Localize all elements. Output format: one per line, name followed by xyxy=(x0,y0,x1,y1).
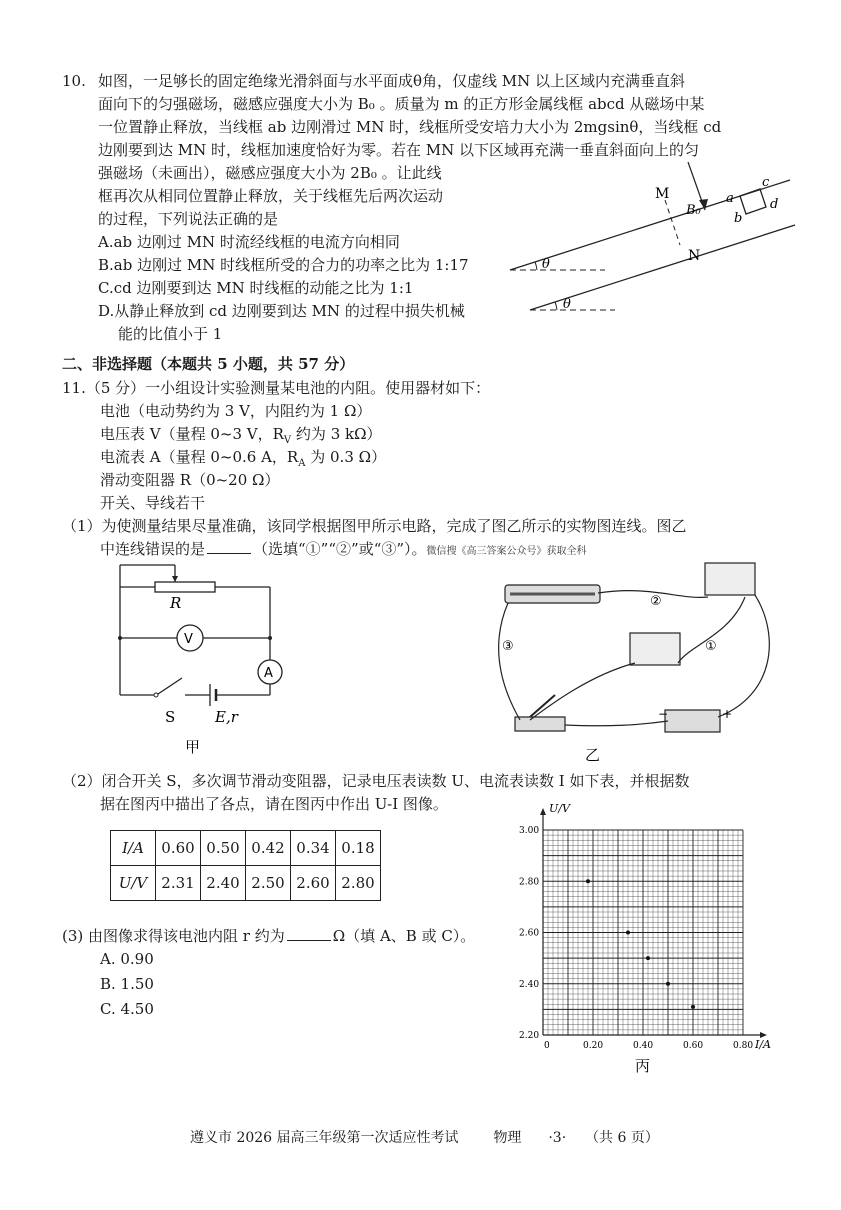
wiring-photo xyxy=(490,555,790,765)
q10-option-a: A.ab 边刚过 MN 时流经线框的电流方向相同 xyxy=(98,233,400,251)
wire-3 xyxy=(499,603,520,720)
chart-x-label: I/A xyxy=(755,1038,771,1051)
circuit-diagram xyxy=(110,560,290,760)
q11-part2-line1: （2）闭合开关 S，多次调节滑动变阻器，记录电压表读数 U、电流表读数 I 如下表，并根据数 xyxy=(62,772,690,790)
rheostat-symbol xyxy=(155,582,215,592)
table-cell: 0.50 xyxy=(201,831,246,866)
y-tick-label: 2.80 xyxy=(519,877,540,888)
x-tick-label: 0.60 xyxy=(683,1041,704,1051)
theta-arc-2 xyxy=(555,302,557,310)
table-row xyxy=(111,831,381,866)
label-s: S xyxy=(165,708,176,726)
q10-option-b: B.ab 边刚过 MN 时线框所受的合力的功率之比为 1:17 xyxy=(98,256,469,274)
y-tick-label: 2.20 xyxy=(519,1031,540,1041)
section-2-title: 二、非选择题（本题共 5 小题，共 57 分） xyxy=(62,355,355,373)
table-cell: 0.42 xyxy=(246,831,291,866)
label-b: b xyxy=(734,211,743,226)
footer-subject: 物理 xyxy=(493,1130,522,1146)
chart-points xyxy=(586,879,695,1009)
table-cell: 2.31 xyxy=(156,866,201,901)
label-m: M xyxy=(655,186,670,202)
label-r: R xyxy=(170,594,182,612)
q10-line-2: 面向下的匀强磁场，磁感应强度大小为 B₀ 。质量为 m 的正方形金属线框 abcd 从磁场中某 xyxy=(98,95,705,113)
label-theta-1: θ xyxy=(542,257,550,272)
label-wire-2: ② xyxy=(650,594,662,609)
q11-part1-line1: （1）为使测量结果尽量准确，该同学根据图甲所示电路，完成了图乙所示的实物图连线。图乙 xyxy=(62,517,687,535)
y-tick-label: 3.00 xyxy=(519,826,540,836)
voltmeter-device xyxy=(630,633,680,665)
chart-y-label: U/V xyxy=(549,802,570,815)
q10-line-1: 如图，一足够长的固定绝缘光滑斜面与水平面成θ角，仅虚线 MN 以上区域内充满垂直斜 xyxy=(98,72,686,90)
q11-part1-line2: 中连线错误的是 （选填“①”“②”或“③”）。微信搜《高三答案公众号》获取全科 xyxy=(100,540,587,558)
table-head-i: I/A xyxy=(111,831,156,866)
switch-symbol xyxy=(158,678,182,694)
y-tick-label: 2.60 xyxy=(519,928,540,939)
footer-total: （共 6 页） xyxy=(585,1130,659,1146)
q10-line-6: 框再次从相同位置静止释放，关于线框先后两次运动 xyxy=(98,187,444,205)
data-point xyxy=(586,879,590,883)
y-tick-label: 2.40 xyxy=(519,979,540,990)
q10-line-5: 强磁场（未画出），磁感应强度大小为 2B₀ 。让此线 xyxy=(98,164,442,182)
ammeter-device xyxy=(705,563,755,595)
q10-option-d: D.从静止释放到 cd 边刚要到达 MN 的过程中损失机械 xyxy=(98,302,465,320)
switch-device xyxy=(515,717,565,731)
table-head-u: U/V xyxy=(111,866,156,901)
label-plus: + xyxy=(722,707,733,721)
q11-intro: 11.（5 分）一小组设计实验测量某电池的内阻。使用器材如下： xyxy=(62,379,491,397)
q10-line-3: 一位置静止释放，当线框 ab 边刚滑过 MN 时，线框所受安培力大小为 2mgsinθ，当线框 cd xyxy=(98,118,722,136)
u-i-chart xyxy=(505,795,805,1080)
data-point xyxy=(626,931,630,935)
mn-dashed-line xyxy=(665,200,680,245)
chart-grid xyxy=(543,830,743,1035)
caption-jia: 甲 xyxy=(185,738,201,756)
label-theta-2: θ xyxy=(563,297,571,312)
material-switch-wires: 开关、导线若干 xyxy=(100,494,206,512)
label-er: E,r xyxy=(215,708,238,726)
table-cell: 2.60 xyxy=(291,866,336,901)
footer xyxy=(190,1127,659,1147)
label-a: A xyxy=(264,666,273,681)
q11-part3-line: (3) 由图像求得该电池内阻 r 约为 Ω（填 A、B 或 C）。 xyxy=(62,927,476,945)
table-cell: 0.60 xyxy=(156,831,201,866)
square-frame xyxy=(740,189,766,214)
table-cell: 2.80 xyxy=(336,866,381,901)
x-tick-label: 0.40 xyxy=(633,1041,654,1051)
material-battery: 电池（电动势约为 3 V，内阻约为 1 Ω） xyxy=(100,402,372,420)
battery-device xyxy=(665,710,720,732)
label-v: V xyxy=(184,632,193,647)
label-b0: B₀ xyxy=(686,203,701,218)
theta-arc-1 xyxy=(535,262,537,270)
label-d: d xyxy=(770,197,779,212)
data-point xyxy=(666,982,670,986)
table-cell: 2.50 xyxy=(246,866,291,901)
label-c: c xyxy=(762,175,770,190)
footer-page: ·3· xyxy=(548,1130,567,1146)
p3-option-b: B. 1.50 xyxy=(100,975,154,993)
table-cell: 0.34 xyxy=(291,831,336,866)
data-table xyxy=(110,830,381,901)
p3-option-c: C. 4.50 xyxy=(100,1000,154,1018)
watermark-text: 微信搜《高三答案公众号》获取全科 xyxy=(426,546,587,557)
data-point xyxy=(646,956,650,960)
p3-option-a: A. 0.90 xyxy=(100,950,154,968)
q11-part2-line2: 据在图丙中描出了各点，请在图丙中作出 U-I 图像。 xyxy=(100,795,448,813)
data-point xyxy=(691,1005,695,1009)
table-cell: 0.18 xyxy=(336,831,381,866)
label-a: a xyxy=(726,191,734,206)
label-wire-1: ① xyxy=(705,639,717,654)
label-wire-3: ③ xyxy=(502,639,514,654)
material-voltmeter: 电压表 V（量程 0~3 V，$R_V$ 约为 3 kΩ） xyxy=(100,425,382,446)
q10-option-c: C.cd 边刚要到达 MN 时线框的动能之比为 1:1 xyxy=(98,279,414,297)
answer-blank-2[interactable] xyxy=(287,926,331,941)
label-minus: − xyxy=(658,707,669,721)
q10-incline-figure xyxy=(500,160,800,320)
q10-option-d-cont: 能的比值小于 1 xyxy=(118,325,223,343)
footer-exam: 遵义市 2026 届高三年级第一次适应性考试 xyxy=(190,1130,459,1146)
table-row xyxy=(111,866,381,901)
x-tick-label: 0 xyxy=(544,1041,550,1051)
label-n: N xyxy=(688,248,701,264)
x-tick-label: 0.20 xyxy=(583,1041,604,1051)
y-axis-arrow xyxy=(540,808,546,815)
material-ammeter: 电流表 A（量程 0~0.6 A，$R_A$ 为 0.3 Ω） xyxy=(100,448,387,469)
caption-bing: 丙 xyxy=(635,1057,651,1075)
q10-number: 10. xyxy=(62,72,86,90)
q10-line-7: 的过程，下列说法正确的是 xyxy=(98,210,279,228)
material-rheostat: 滑动变阻器 R（0~20 Ω） xyxy=(100,471,280,489)
answer-blank-1[interactable] xyxy=(207,539,251,554)
x-tick-label: 0.80 xyxy=(733,1041,754,1051)
caption-yi: 乙 xyxy=(585,746,601,764)
table-cell: 2.40 xyxy=(201,866,246,901)
q10-line-4: 边刚要到达 MN 时，线框加速度恰好为零。若在 MN 以下区域再充满一垂直斜面向上的匀 xyxy=(98,141,700,159)
